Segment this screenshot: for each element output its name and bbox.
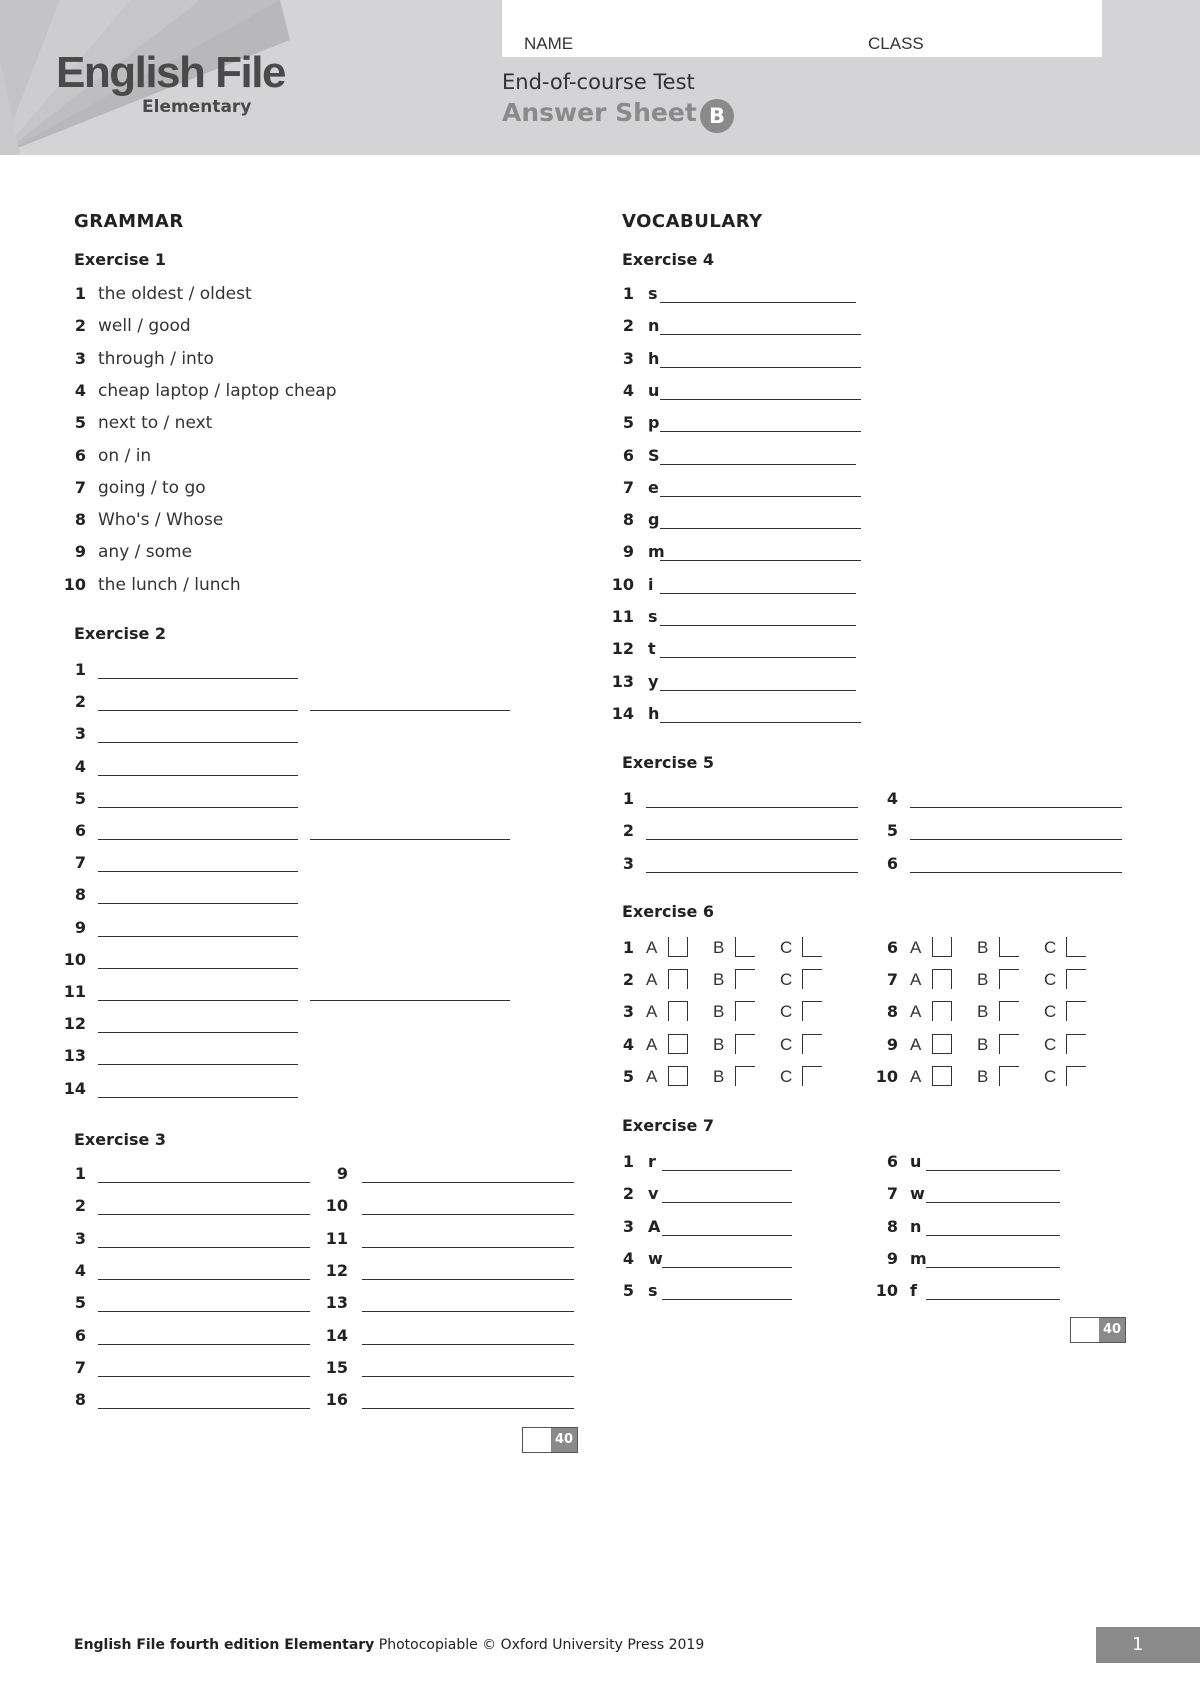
answer-checkbox-a[interactable]	[932, 969, 952, 989]
option-letter: B	[713, 938, 725, 957]
answer-line[interactable]	[310, 839, 510, 840]
answer-line[interactable]	[98, 1097, 298, 1098]
item-number: 5	[886, 821, 898, 841]
item-number: 3	[74, 348, 86, 368]
answer-line[interactable]	[646, 839, 858, 840]
edition-label: Elementary	[142, 97, 252, 117]
answer-line[interactable]	[362, 1408, 574, 1409]
answer-line[interactable]	[660, 528, 861, 529]
answer-line[interactable]	[926, 1267, 1060, 1268]
option-letter: A	[646, 938, 658, 957]
first-letter: w	[910, 1184, 925, 1204]
option-letter: A	[646, 970, 658, 990]
exercise-5-heading: Exercise 5	[622, 753, 715, 772]
item-number: 6	[886, 1152, 898, 1171]
answer-line[interactable]	[98, 742, 298, 743]
answer-checkbox-a[interactable]	[668, 969, 688, 989]
option-letter: A	[646, 1066, 658, 1086]
answer-line[interactable]	[98, 1214, 310, 1215]
answer-line[interactable]	[98, 1311, 310, 1312]
answer-checkbox-c[interactable]	[1066, 969, 1086, 989]
option-letter: A	[910, 970, 922, 990]
item-number: 10	[325, 1196, 348, 1216]
option-letter: B	[977, 1066, 989, 1086]
answer-sheet-title: Answer Sheet	[502, 98, 697, 127]
option-letter: A	[910, 1002, 922, 1022]
item-number: 10	[875, 1066, 898, 1086]
answer-line[interactable]	[662, 1267, 792, 1268]
answer-choice-text[interactable]: going / to go	[98, 477, 206, 498]
item-number: 4	[622, 380, 634, 400]
answer-line[interactable]	[662, 1235, 792, 1236]
answer-checkbox-c[interactable]	[1066, 1034, 1086, 1054]
answer-line[interactable]	[98, 1344, 310, 1345]
item-number: 6	[74, 1325, 86, 1345]
first-letter: r	[648, 1152, 656, 1171]
answer-checkbox-b[interactable]	[735, 937, 755, 957]
answer-checkbox-b[interactable]	[999, 969, 1019, 989]
item-number: 8	[886, 1216, 898, 1236]
answer-line[interactable]	[926, 1235, 1060, 1236]
answer-choice-text[interactable]: the lunch / lunch	[98, 574, 241, 595]
item-number: 10	[611, 574, 634, 594]
item-number: 7	[74, 477, 86, 497]
answer-line[interactable]	[98, 968, 298, 969]
item-number: 1	[622, 938, 634, 957]
item-number: 5	[74, 1293, 86, 1313]
answer-line[interactable]	[660, 334, 861, 335]
item-number: 1	[622, 284, 634, 303]
answer-line[interactable]	[660, 657, 856, 658]
option-letter: A	[910, 1066, 922, 1086]
option-letter: C	[1044, 938, 1057, 957]
item-number: 12	[63, 1014, 86, 1034]
answer-line[interactable]	[98, 839, 298, 840]
item-number: 6	[622, 445, 634, 465]
answer-checkbox-b[interactable]	[735, 969, 755, 989]
first-letter: n	[910, 1216, 922, 1236]
item-number: 1	[622, 1152, 634, 1171]
answer-checkbox-a[interactable]	[932, 1066, 952, 1086]
item-number: 3	[74, 724, 86, 744]
answer-line[interactable]	[98, 1376, 310, 1377]
answer-line[interactable]	[910, 807, 1122, 808]
grammar-score-total: 40	[551, 1428, 577, 1452]
answer-line[interactable]	[660, 302, 856, 303]
answer-choice-text[interactable]: on / in	[98, 445, 152, 466]
option-letter: B	[713, 1034, 725, 1054]
answer-line[interactable]	[98, 807, 298, 808]
answer-line[interactable]	[646, 872, 858, 873]
answer-choice-text[interactable]: well / good	[98, 316, 191, 337]
answer-choice-text[interactable]: through / into	[98, 348, 214, 369]
first-letter: w	[648, 1248, 663, 1268]
answer-line[interactable]	[310, 710, 510, 711]
answer-line[interactable]	[660, 431, 861, 432]
answer-checkbox-c[interactable]	[802, 937, 822, 957]
item-number: 2	[74, 1196, 86, 1216]
version-badge: B	[700, 99, 734, 133]
item-number: 1	[622, 789, 634, 808]
answer-line[interactable]	[662, 1202, 792, 1203]
answer-line[interactable]	[926, 1170, 1060, 1171]
item-number: 4	[886, 789, 898, 808]
answer-line[interactable]	[98, 936, 298, 937]
option-letter: C	[1044, 1066, 1057, 1086]
answer-line[interactable]	[646, 807, 858, 808]
answer-checkbox-b[interactable]	[999, 1001, 1019, 1021]
name-class-box	[502, 0, 1102, 57]
vocabulary-heading: VOCABULARY	[622, 211, 763, 232]
item-number: 10	[875, 1281, 898, 1301]
item-number: 7	[74, 1357, 86, 1377]
answer-checkbox-b[interactable]	[999, 1034, 1019, 1054]
footer-copyright-text: Photocopiable © Oxford University Press 2019	[374, 1637, 705, 1653]
item-number: 4	[74, 380, 86, 400]
first-letter: g	[648, 510, 660, 530]
option-letter: C	[1044, 1034, 1057, 1054]
answer-checkbox-c[interactable]	[1066, 1066, 1086, 1086]
option-letter: B	[977, 970, 989, 990]
answer-line[interactable]	[662, 1170, 792, 1171]
answer-line[interactable]	[660, 625, 856, 626]
item-number: 9	[336, 1164, 348, 1183]
item-number: 9	[886, 1248, 898, 1268]
first-letter: A	[648, 1216, 661, 1236]
item-number: 16	[325, 1390, 348, 1410]
answer-line[interactable]	[98, 871, 298, 872]
option-letter: A	[646, 1034, 658, 1054]
item-number: 6	[74, 821, 86, 840]
answer-line[interactable]	[660, 593, 856, 594]
option-letter: C	[780, 1002, 793, 1022]
answer-line[interactable]	[98, 1247, 310, 1248]
exercise-7-heading: Exercise 7	[622, 1116, 715, 1135]
option-letter: B	[713, 970, 725, 990]
option-letter: A	[910, 938, 922, 957]
class-label: CLASS	[868, 34, 924, 53]
first-letter: y	[648, 671, 659, 691]
answer-line[interactable]	[660, 496, 861, 497]
first-letter: s	[648, 1281, 658, 1301]
item-number: 14	[325, 1325, 348, 1345]
answer-choice-text[interactable]: any / some	[98, 542, 193, 563]
first-letter: s	[648, 284, 658, 303]
brand-logo: English File	[56, 48, 285, 97]
footer-copyright	[74, 1637, 704, 1653]
exercise-6-heading: Exercise 6	[622, 902, 715, 921]
item-number: 11	[63, 982, 86, 1001]
vocabulary-score-box[interactable]	[1070, 1317, 1126, 1343]
footer-book-title: English File fourth edition Elementary	[74, 1637, 375, 1653]
answer-line[interactable]	[660, 560, 861, 561]
item-number: 10	[63, 949, 86, 969]
answer-checkbox-b[interactable]	[735, 1066, 755, 1086]
answer-line[interactable]	[310, 1000, 510, 1001]
item-number: 7	[886, 1184, 898, 1204]
item-number: 15	[325, 1357, 348, 1377]
answer-line[interactable]	[660, 399, 861, 400]
item-number: 5	[622, 1281, 634, 1301]
item-number: 4	[622, 1248, 634, 1268]
name-label: NAME	[524, 34, 574, 53]
item-number: 6	[886, 853, 898, 873]
item-number: 11	[611, 607, 634, 626]
item-number: 11	[325, 1228, 348, 1248]
answer-checkbox-b[interactable]	[999, 1066, 1019, 1086]
option-letter: A	[646, 1002, 658, 1022]
answer-line[interactable]	[98, 1064, 298, 1065]
answer-checkbox-a[interactable]	[668, 937, 688, 957]
answer-checkbox-a[interactable]	[932, 1001, 952, 1021]
answer-checkbox-c[interactable]	[1066, 1001, 1086, 1021]
item-number: 5	[622, 1066, 634, 1086]
item-number: 9	[886, 1034, 898, 1054]
answer-line[interactable]	[362, 1182, 574, 1183]
first-letter: i	[648, 574, 654, 594]
item-number: 9	[74, 542, 86, 562]
answer-checkbox-a[interactable]	[668, 1034, 688, 1054]
item-number: 9	[622, 542, 634, 562]
page-number: 1	[1096, 1627, 1200, 1663]
answer-line[interactable]	[660, 464, 856, 465]
item-number: 14	[611, 703, 634, 723]
first-letter: m	[910, 1248, 927, 1268]
option-letter: B	[713, 1002, 725, 1022]
exercise-1-heading: Exercise 1	[74, 250, 167, 269]
item-number: 8	[74, 510, 86, 530]
first-letter: h	[648, 703, 660, 723]
item-number: 1	[74, 660, 86, 679]
answer-line[interactable]	[98, 1182, 310, 1183]
option-letter: C	[780, 1066, 793, 1086]
item-number: 5	[74, 788, 86, 808]
answer-checkbox-b[interactable]	[999, 937, 1019, 957]
answer-line[interactable]	[98, 1032, 298, 1033]
answer-choice-text[interactable]: the oldest / oldest	[98, 284, 252, 304]
item-number: 7	[886, 970, 898, 990]
answer-checkbox-c[interactable]	[1066, 937, 1086, 957]
item-number: 3	[622, 853, 634, 873]
item-number: 8	[74, 885, 86, 905]
exercise-4-heading: Exercise 4	[622, 250, 715, 269]
answer-line[interactable]	[926, 1299, 1060, 1300]
item-number: 7	[622, 477, 634, 497]
item-number: 4	[622, 1034, 634, 1054]
first-letter: m	[648, 542, 665, 562]
item-number: 6	[886, 938, 898, 957]
first-letter: f	[910, 1281, 917, 1301]
item-number: 9	[74, 917, 86, 937]
answer-line[interactable]	[660, 690, 856, 691]
answer-line[interactable]	[362, 1279, 574, 1280]
first-letter: u	[910, 1152, 922, 1171]
answer-line[interactable]	[98, 903, 298, 904]
answer-line[interactable]	[98, 710, 298, 711]
answer-checkbox-c[interactable]	[802, 1066, 822, 1086]
item-number: 3	[74, 1228, 86, 1248]
answer-checkbox-b[interactable]	[735, 1034, 755, 1054]
item-number: 2	[74, 316, 86, 336]
answer-choice-text[interactable]: cheap laptop / laptop cheap	[98, 380, 337, 401]
option-letter: C	[1044, 1002, 1057, 1022]
item-number: 2	[622, 970, 634, 990]
item-number: 5	[74, 413, 86, 433]
answer-choice-text[interactable]: next to / next	[98, 413, 213, 434]
item-number: 1	[74, 284, 86, 303]
item-number: 7	[74, 853, 86, 873]
answer-checkbox-c[interactable]	[802, 1034, 822, 1054]
option-letter: C	[780, 970, 793, 990]
answer-checkbox-c[interactable]	[802, 1001, 822, 1021]
option-letter: C	[780, 938, 793, 957]
option-letter: A	[910, 1034, 922, 1054]
item-number: 2	[622, 1184, 634, 1204]
answer-line[interactable]	[98, 1000, 298, 1001]
answer-line[interactable]	[98, 775, 298, 776]
item-number: 2	[622, 316, 634, 336]
answer-checkbox-b[interactable]	[735, 1001, 755, 1021]
item-number: 10	[63, 574, 86, 594]
answer-checkbox-a[interactable]	[932, 1034, 952, 1054]
answer-checkbox-a[interactable]	[932, 937, 952, 957]
item-number: 13	[63, 1046, 86, 1066]
item-number: 1	[74, 1164, 86, 1183]
answer-checkbox-a[interactable]	[668, 1001, 688, 1021]
item-number: 12	[611, 639, 634, 659]
answer-line[interactable]	[362, 1247, 574, 1248]
answer-line[interactable]	[910, 839, 1122, 840]
vocabulary-score-total: 40	[1099, 1318, 1125, 1342]
item-number: 3	[622, 348, 634, 368]
item-number: 2	[622, 821, 634, 841]
first-letter: t	[648, 639, 656, 659]
item-number: 3	[622, 1002, 634, 1022]
header-banner	[0, 0, 1200, 155]
item-number: 14	[63, 1078, 86, 1098]
item-number: 4	[74, 756, 86, 776]
answer-line[interactable]	[910, 872, 1122, 873]
answer-checkbox-c[interactable]	[802, 969, 822, 989]
option-letter: B	[713, 1066, 725, 1086]
item-number: 2	[74, 692, 86, 712]
answer-line[interactable]	[660, 367, 861, 368]
answer-line[interactable]	[660, 722, 861, 723]
option-letter: C	[1044, 970, 1057, 990]
first-letter: n	[648, 316, 660, 336]
first-letter: S	[648, 445, 660, 465]
first-letter: v	[648, 1184, 659, 1204]
item-number: 3	[622, 1216, 634, 1236]
answer-line[interactable]	[98, 1279, 310, 1280]
answer-checkbox-a[interactable]	[668, 1066, 688, 1086]
exercise-3-heading: Exercise 3	[74, 1130, 167, 1149]
answer-line[interactable]	[98, 1408, 310, 1409]
answer-line[interactable]	[362, 1214, 574, 1215]
item-number: 13	[325, 1293, 348, 1313]
first-letter: e	[648, 477, 659, 497]
first-letter: h	[648, 348, 660, 368]
answer-line[interactable]	[362, 1311, 574, 1312]
item-number: 8	[886, 1002, 898, 1022]
first-letter: p	[648, 413, 660, 433]
item-number: 5	[622, 413, 634, 433]
grammar-score-box[interactable]	[522, 1427, 578, 1453]
item-number: 8	[74, 1390, 86, 1410]
answer-line[interactable]	[98, 678, 298, 679]
item-number: 4	[74, 1260, 86, 1280]
exercise-2-heading: Exercise 2	[74, 624, 167, 643]
test-title: End-of-course Test	[502, 70, 695, 94]
answer-line[interactable]	[662, 1299, 792, 1300]
answer-line[interactable]	[362, 1376, 574, 1377]
option-letter: B	[977, 1002, 989, 1022]
answer-line[interactable]	[362, 1344, 574, 1345]
answer-line[interactable]	[926, 1202, 1060, 1203]
item-number: 12	[325, 1260, 348, 1280]
option-letter: B	[977, 1034, 989, 1054]
option-letter: B	[977, 938, 989, 957]
answer-choice-text[interactable]: Who's / Whose	[98, 510, 224, 531]
grammar-heading: GRAMMAR	[74, 211, 184, 232]
item-number: 8	[622, 510, 634, 530]
first-letter: s	[648, 607, 658, 626]
option-letter: C	[780, 1034, 793, 1054]
first-letter: u	[648, 380, 660, 400]
item-number: 6	[74, 445, 86, 465]
item-number: 13	[611, 671, 634, 691]
